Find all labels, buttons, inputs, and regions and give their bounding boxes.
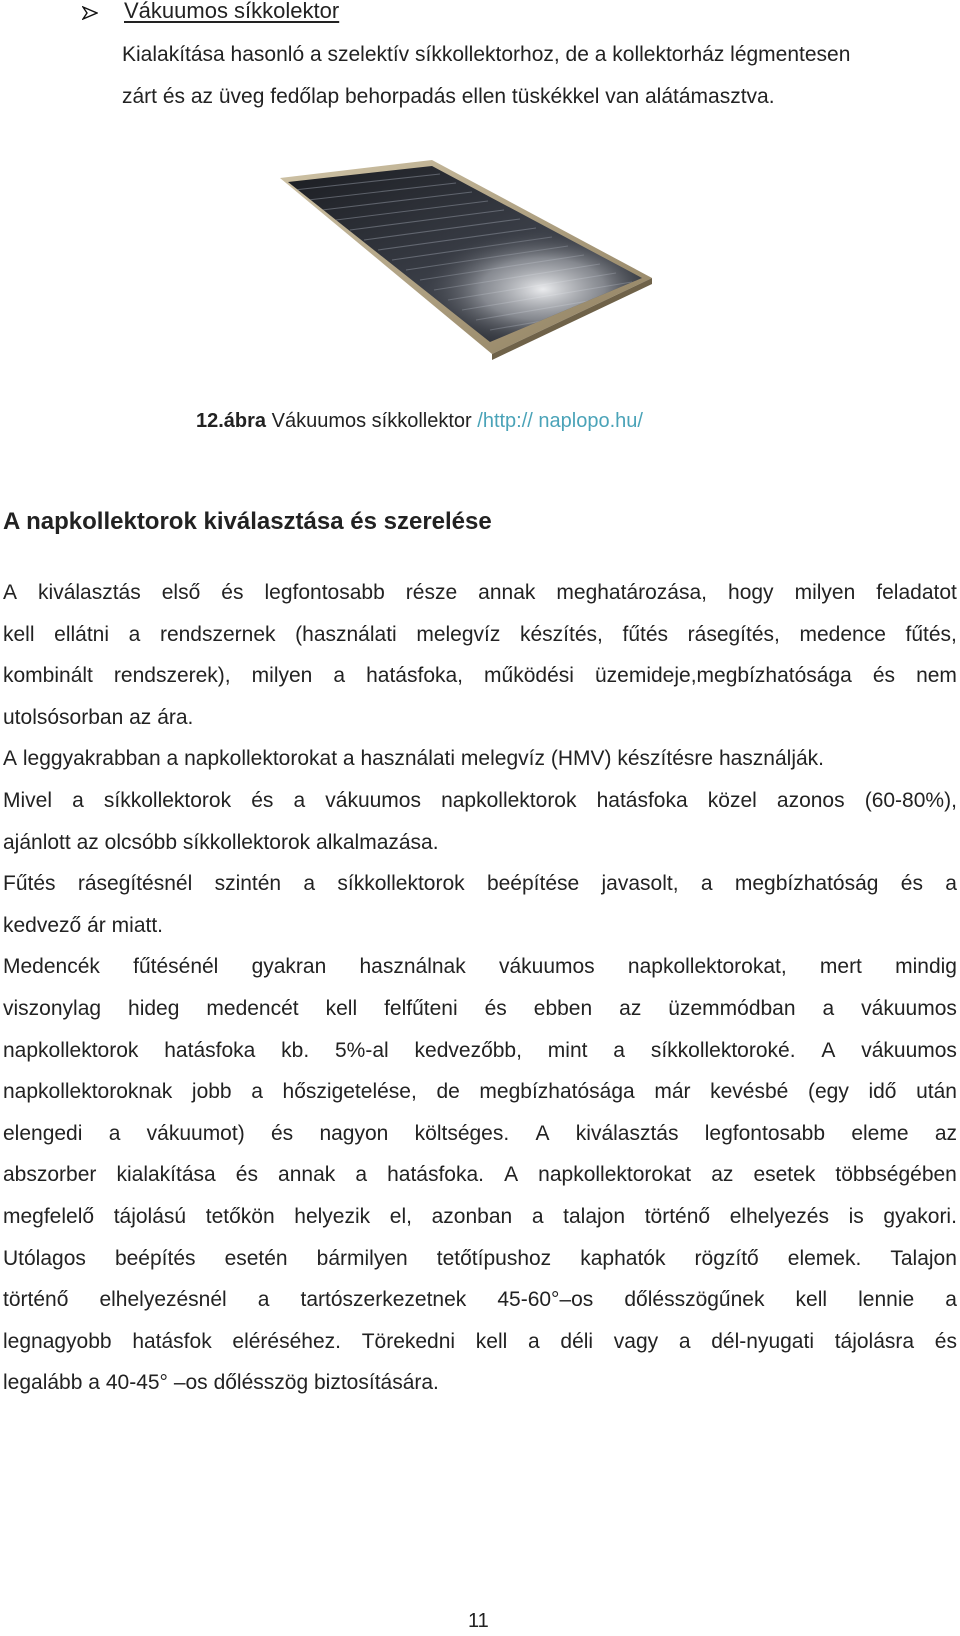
word: elhelyezésnél bbox=[99, 1288, 227, 1312]
description-line: zárt és az üveg fedőlap behorpadás ellen tüskékkel van alátámasztva. bbox=[122, 85, 775, 108]
word: annak bbox=[478, 581, 536, 604]
word: 40-45° bbox=[105, 1371, 168, 1395]
word: mindig bbox=[895, 955, 957, 979]
word: a bbox=[822, 996, 835, 1020]
word: ár bbox=[87, 913, 106, 937]
word: (egy bbox=[807, 1080, 849, 1104]
word: kedvező bbox=[3, 913, 82, 937]
word: javasolt, bbox=[601, 872, 679, 896]
word: milyen bbox=[794, 581, 856, 604]
word: megbízhatóság bbox=[734, 872, 879, 896]
paragraph-line bbox=[3, 1154, 957, 1196]
word: fűtés, bbox=[905, 622, 957, 646]
paragraph-line bbox=[3, 780, 957, 822]
word: a bbox=[355, 1163, 368, 1187]
word: hatásfoka bbox=[164, 1038, 256, 1062]
word: legfontosabb bbox=[704, 1121, 826, 1145]
word: annak bbox=[278, 1163, 336, 1187]
word: a bbox=[700, 872, 713, 896]
word: helyezik bbox=[294, 1204, 371, 1228]
word: abszorber bbox=[3, 1163, 97, 1187]
paragraph-line bbox=[3, 1238, 957, 1280]
word: hatásfoka bbox=[596, 788, 688, 812]
word: gyakran bbox=[251, 955, 327, 979]
arrowhead-bullet-icon bbox=[82, 6, 98, 20]
word: hogy bbox=[728, 581, 774, 604]
word: kb. bbox=[281, 1038, 310, 1062]
word: Törekedni bbox=[361, 1329, 456, 1353]
word: rendszerek), bbox=[113, 664, 231, 688]
word: és bbox=[934, 1329, 957, 1353]
word: kiválasztás bbox=[575, 1121, 679, 1145]
word: mert bbox=[819, 955, 862, 979]
word: gyakori. bbox=[883, 1204, 957, 1228]
word: a bbox=[303, 872, 316, 896]
word: de bbox=[436, 1080, 460, 1104]
word: rendszernek bbox=[159, 622, 276, 646]
word: jobb bbox=[191, 1080, 232, 1104]
word: legalább bbox=[3, 1371, 83, 1395]
word: az bbox=[76, 830, 99, 854]
word: déli bbox=[560, 1329, 594, 1353]
word: az bbox=[711, 1163, 734, 1187]
paragraph-line bbox=[3, 1321, 957, 1363]
word: a bbox=[251, 1080, 263, 1104]
word: elengedi bbox=[3, 1121, 83, 1145]
word: medence bbox=[799, 622, 886, 646]
word: felfűteni bbox=[384, 996, 458, 1020]
word: napkollektorokat bbox=[538, 1163, 692, 1187]
word: megfelelő bbox=[3, 1204, 95, 1228]
word: elhelyezés bbox=[729, 1204, 829, 1228]
paragraph-line bbox=[3, 946, 957, 988]
paragraph-line bbox=[3, 614, 957, 656]
word: és bbox=[235, 1163, 258, 1187]
word: A bbox=[821, 1038, 836, 1062]
word: viszonylag bbox=[3, 996, 102, 1020]
word: első bbox=[161, 581, 201, 604]
word: Fűtés bbox=[3, 872, 56, 896]
word: esetek bbox=[753, 1163, 816, 1187]
word: többségében bbox=[835, 1163, 957, 1187]
word: történő bbox=[3, 1288, 69, 1312]
word: már bbox=[654, 1080, 691, 1104]
word: utolsósorban bbox=[3, 705, 124, 729]
word: kaphatók bbox=[580, 1246, 666, 1270]
word: ebben bbox=[533, 996, 593, 1020]
word: A bbox=[504, 1163, 519, 1187]
word: a bbox=[108, 1121, 121, 1145]
paragraph-line bbox=[3, 655, 957, 697]
word: használják. bbox=[718, 747, 824, 771]
paragraph-line bbox=[3, 822, 957, 864]
word: az bbox=[129, 705, 152, 729]
word: rásegítésnél bbox=[77, 872, 193, 896]
word: talajon bbox=[563, 1204, 626, 1228]
word: A bbox=[3, 581, 18, 604]
word: a bbox=[531, 1204, 544, 1228]
word: (HMV) bbox=[550, 747, 612, 771]
word: mint bbox=[547, 1038, 588, 1062]
word: fűtés bbox=[622, 622, 669, 646]
paragraph-line bbox=[3, 1030, 957, 1072]
word: a bbox=[72, 788, 84, 812]
word: a bbox=[257, 1288, 270, 1312]
paragraph-line bbox=[3, 1071, 957, 1113]
word: megbízhatósága bbox=[479, 1080, 635, 1104]
word: vákuumos bbox=[861, 996, 957, 1020]
word: dél-nyugati bbox=[711, 1329, 814, 1353]
word: dőlésszög bbox=[213, 1371, 309, 1395]
word: napkollektorokat bbox=[184, 747, 338, 771]
word: azonos bbox=[776, 788, 845, 812]
word: alkalmazása. bbox=[316, 830, 439, 854]
word: síkkollektorok bbox=[103, 788, 232, 812]
word: feladatot bbox=[876, 581, 957, 604]
word: lennie bbox=[858, 1288, 915, 1312]
word: a bbox=[945, 1288, 957, 1312]
word: kell bbox=[475, 1329, 508, 1353]
word: kevésbé bbox=[710, 1080, 789, 1104]
bullet-item bbox=[82, 0, 98, 26]
bullet-description bbox=[122, 34, 952, 118]
word: üzemideje,megbízhatósága bbox=[594, 664, 852, 688]
word: készítés, bbox=[519, 622, 603, 646]
word: nem bbox=[916, 664, 957, 688]
word: tájolású bbox=[113, 1204, 187, 1228]
word: vagy bbox=[613, 1329, 659, 1353]
caption-source-link[interactable]: /http:// naplopo.hu/ bbox=[477, 410, 643, 432]
word: működési bbox=[484, 664, 574, 688]
word: a bbox=[528, 1329, 540, 1353]
word: eleme bbox=[851, 1121, 909, 1145]
word: használati bbox=[360, 747, 456, 771]
body-text bbox=[3, 572, 957, 1404]
word: legnagyobb bbox=[3, 1329, 112, 1353]
word: napkollektorok bbox=[441, 788, 577, 812]
word: elemek. bbox=[787, 1246, 862, 1270]
word: a bbox=[678, 1329, 691, 1353]
bullet-title: Vákuumos síkkolektor bbox=[124, 0, 340, 23]
word: hatásfok bbox=[132, 1329, 212, 1353]
word: a bbox=[166, 747, 179, 771]
word: esetén bbox=[224, 1246, 288, 1270]
word: használnak bbox=[359, 955, 466, 979]
word: az bbox=[619, 996, 642, 1020]
word: és bbox=[900, 872, 923, 896]
word: (60-80%), bbox=[864, 788, 957, 812]
word: a bbox=[128, 622, 141, 646]
word: meghatározása, bbox=[556, 581, 707, 604]
word: szintén bbox=[214, 872, 282, 896]
paragraph-line bbox=[3, 905, 957, 947]
word: 5%-al bbox=[335, 1038, 389, 1062]
word: azonban bbox=[431, 1204, 513, 1228]
word: bármilyen bbox=[316, 1246, 408, 1270]
word: ajánlott bbox=[3, 830, 71, 854]
word: Utólagos bbox=[3, 1246, 86, 1270]
word: készítésre bbox=[617, 747, 714, 771]
word: tetőtípushoz bbox=[436, 1246, 552, 1270]
caption-number: 12.ábra bbox=[196, 410, 267, 432]
figure-caption bbox=[196, 410, 643, 433]
word: hőszigetelése, bbox=[282, 1080, 417, 1104]
word: –os bbox=[173, 1371, 208, 1395]
word: milyen bbox=[251, 664, 313, 688]
word: kell bbox=[325, 996, 358, 1020]
word: dőlésszögűnek bbox=[624, 1288, 765, 1312]
word: rásegítés, bbox=[687, 622, 780, 646]
caption-text: Vákuumos síkkollektor bbox=[266, 410, 478, 432]
word: kell bbox=[3, 622, 35, 646]
word: közel bbox=[707, 788, 757, 812]
word: vákuumos bbox=[325, 788, 421, 812]
word: része bbox=[405, 581, 458, 604]
paragraph-line bbox=[3, 572, 957, 614]
word: síkkollektorok bbox=[182, 830, 311, 854]
word: hideg bbox=[128, 996, 180, 1020]
word: Medencék bbox=[3, 955, 100, 979]
word: beépítése bbox=[486, 872, 580, 896]
word: tetőkön bbox=[205, 1204, 275, 1228]
word: is bbox=[848, 1204, 864, 1228]
word: beépítés bbox=[114, 1246, 196, 1270]
word: és bbox=[221, 581, 244, 604]
word: melegvíz bbox=[416, 622, 501, 646]
word: tájolásra bbox=[834, 1329, 915, 1353]
paragraph-line bbox=[3, 863, 957, 905]
word: hatásfoka, bbox=[366, 664, 464, 688]
word: kedvezőbb, bbox=[414, 1038, 522, 1062]
page-number: 11 bbox=[468, 1610, 489, 1632]
word: medencét bbox=[206, 996, 299, 1020]
word: tartószerkezetnek bbox=[300, 1288, 467, 1312]
word: a bbox=[293, 788, 306, 812]
word: leggyakrabban bbox=[22, 747, 161, 771]
word: történő bbox=[644, 1204, 711, 1228]
word: kiválasztás bbox=[38, 581, 141, 604]
word: A bbox=[3, 747, 18, 771]
word: Talajon bbox=[890, 1246, 957, 1270]
word: rögzítő bbox=[694, 1246, 759, 1270]
word: napkollektoroknak bbox=[3, 1080, 173, 1104]
word: (használati bbox=[295, 622, 397, 646]
word: kombinált bbox=[3, 664, 93, 688]
word: A bbox=[535, 1121, 550, 1145]
word: után bbox=[916, 1080, 957, 1104]
paragraph-line bbox=[3, 1279, 957, 1321]
word: ára. bbox=[157, 705, 194, 729]
word: napkollektorokat, bbox=[627, 955, 787, 979]
word: költséges. bbox=[414, 1121, 510, 1145]
word: melegvíz bbox=[460, 747, 545, 771]
paragraph-line bbox=[3, 738, 957, 780]
word: a bbox=[88, 1371, 100, 1395]
word: ellátni bbox=[54, 622, 110, 646]
word: síkkollektorok bbox=[337, 872, 465, 896]
section-heading: A napkollektorok kiválasztása és szerelése bbox=[3, 508, 492, 535]
word: biztosítására. bbox=[314, 1371, 439, 1395]
word: és bbox=[484, 996, 507, 1020]
word: idő bbox=[868, 1080, 897, 1104]
paragraph-line bbox=[3, 697, 957, 739]
paragraph-line bbox=[3, 1362, 957, 1404]
word: a bbox=[613, 1038, 625, 1062]
word: kialakítása bbox=[116, 1163, 216, 1187]
word: és bbox=[872, 664, 896, 688]
word: napkollektorok bbox=[3, 1038, 139, 1062]
word: Mivel bbox=[3, 788, 53, 812]
paragraph-line bbox=[3, 1196, 957, 1238]
word: olcsóbb bbox=[104, 830, 178, 854]
word: üzemmódban bbox=[668, 996, 796, 1020]
paragraph-line bbox=[3, 988, 957, 1030]
word: és bbox=[270, 1121, 294, 1145]
vacuum-flat-collector-image bbox=[280, 160, 680, 375]
word: 45-60°–os bbox=[497, 1288, 594, 1312]
word: a bbox=[333, 664, 346, 688]
word: legfontosabb bbox=[264, 581, 385, 604]
word: eléréséhez. bbox=[232, 1329, 341, 1353]
word: nagyon bbox=[319, 1121, 389, 1145]
word: síkkollektoroké. bbox=[650, 1038, 796, 1062]
glass-reflection bbox=[288, 166, 642, 342]
word: vákuumot) bbox=[146, 1121, 245, 1145]
description-line: Kialakítása hasonló a szelektív síkkollektorhoz, de a kollektorház légmentesen bbox=[122, 43, 851, 66]
word: miatt. bbox=[111, 913, 163, 937]
paragraph-line bbox=[3, 1113, 957, 1155]
word: vákuumos bbox=[861, 1038, 957, 1062]
word: és bbox=[251, 788, 274, 812]
word: fűtésénél bbox=[133, 955, 219, 979]
word: kell bbox=[795, 1288, 828, 1312]
word: el, bbox=[389, 1204, 412, 1228]
word: az bbox=[934, 1121, 957, 1145]
word: vákuumos bbox=[498, 955, 595, 979]
word: hatásfoka. bbox=[387, 1163, 484, 1187]
word: a bbox=[342, 747, 355, 771]
word: a bbox=[945, 872, 957, 896]
